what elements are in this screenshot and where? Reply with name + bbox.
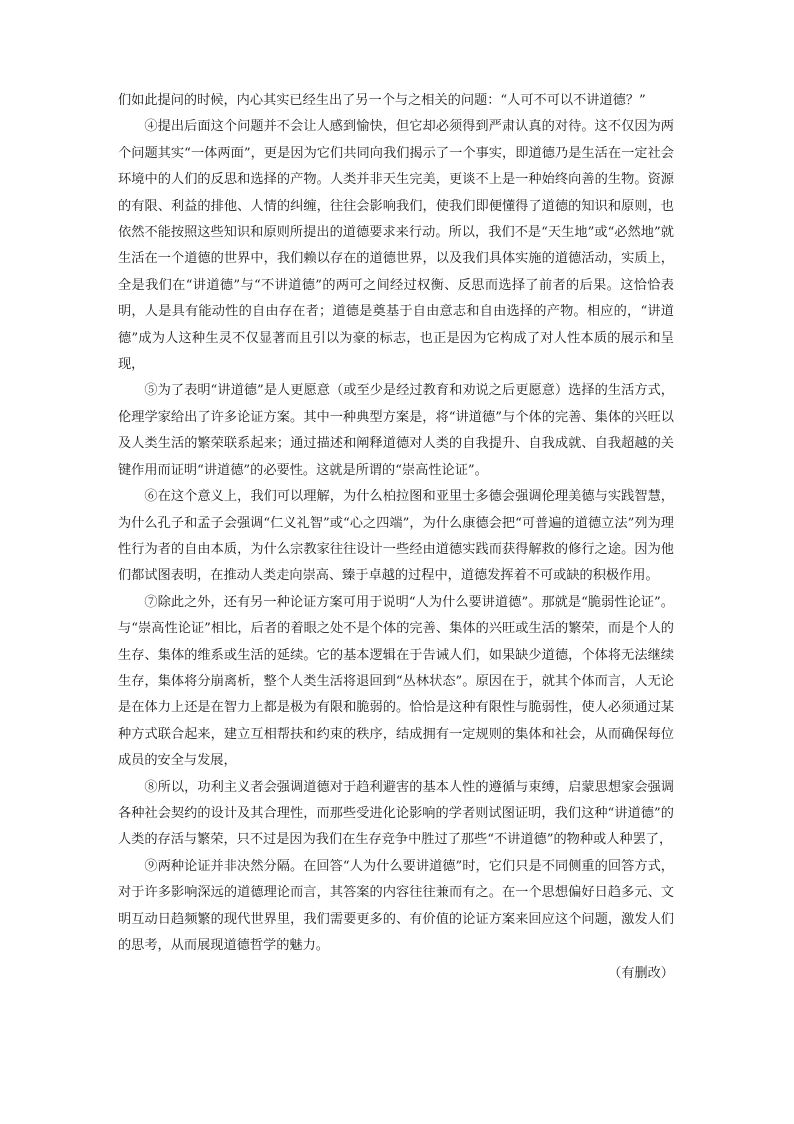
source-note: （有删改）: [608, 966, 674, 982]
paragraph-7: ⑦除此之外，还有另一种论证方案可用于说明“人为什么要讲道德”。那就是“脆弱性论证”。与“崇高性论证”相比，后者的着眼之处不是个体的完善、集体的兴旺或生活的繁荣，而是个人的生存、集体的维系或生活的延续。它的基本逻辑在于告诫人们，如果缺少道德，个体将无法继续生存，集体将分崩离析，整个人类生活将退回到“丛林状态”。原因在于，就其个体而言，人无论是在体力上还是在智力上都是极为有限和脆弱的。恰恰是这种有限性与脆弱性，使人必须通过某种方式联合起来，建立互相帮扶和约束的秩序，结成拥有一定规则的集体和社会，从而确保每位成员的安全与发展，: [118, 594, 674, 769]
paragraph-8: ⑧所以，功利主义者会强调道德对于趋利避害的基本人性的遵循与束缚，启蒙思想家会强调各种社会契约的设计及其合理性，而那些受进化论影响的学者则试图证明，我们这种“讲道德”的人类的存活与繁荣，只不过是因为我们在生存竞争中胜过了那些“不讲道德”的物种或人种罢了，: [118, 779, 674, 848]
article-body: [118, 88, 674, 988]
paragraph-5: ⑤为了表明“讲道德”是人更愿意（或至少是经过教育和劝说之后更愿意）选择的生活方式，伦理学家给出了许多论证方案。其中一种典型方案是，将“讲道德”与个体的完善、集体的兴旺以及人类生活的繁荣联系起来；通过描述和阐释道德对人类的自我提升、自我成就、自我超越的关键作用而证明“讲道德”的必要性。这就是所谓的“崇高性论证”。: [118, 383, 674, 478]
paragraph-3-continuation: 们如此提问的时候，内心其实已经生出了另一个与之相关的问题：“人可不可以不讲道德？”: [118, 93, 646, 108]
paragraph-6: ⑥在这个意义上，我们可以理解，为什么柏拉图和亚里士多德会强调伦理美德与实践智慧，为什么孔子和孟子会强调“仁义礼智”或“心之四端”，为什么康德会把“可普遍的道德立法”列为理性行为者的自由本质，为什么宗教家往往设计一些经由道德实践而获得解救的修行之途。因为他们都试图表明，在推动人类走向崇高、臻于卓越的过程中，道德发挥着不可或缺的积极作用。: [118, 489, 674, 584]
paragraph-4: ④提出后面这个问题并不会让人感到愉快，但它却必须得到严肃认真的对待。这不仅因为两个问题其实“一体两面”，更是因为它们共同向我们揭示了一个事实，即道德乃是生活在一定社会环境中的人们的反思和选择的产物。人类并非天生完美，更谈不上是一种始终向善的生物。资源的有限、利益的排他、人情的纠缠，往往会影响我们，使我们即便懂得了道德的知识和原则，也依然不能按照这些知识和原则所提出的道德要求来行动。所以，我们不是“天生地”或“必然地”就生活在一个道德的世界中，我们赖以存在的道德世界，以及我们具体实施的道德活动，实质上，全是我们在“讲道德”与“不讲道德”的两可之间经过权衡、反思而选择了前者的后果。这恰恰表明，人是具有能动性的自由存在者；道德是奠基于自由意志和自由选择的产物。相应的，“讲道德”成为人这种生灵不仅显著而且引以为豪的标志，也正是因为它构成了对人性本质的展示和呈现，: [118, 119, 674, 373]
paragraph-9: ⑨两种论证并非决然分隔。在回答“人为什么要讲道德”时，它们只是不同侧重的回答方式，对于许多影响深远的道德理论而言，其答案的内容往往兼而有之。在一个思想偏好日趋多元、文明互动日趋频繁的现代世界里，我们需要更多的、有价值的论证方案来回应这个问题，激发人们的思考，从而展现道德哲学的魅力。: [118, 858, 674, 953]
